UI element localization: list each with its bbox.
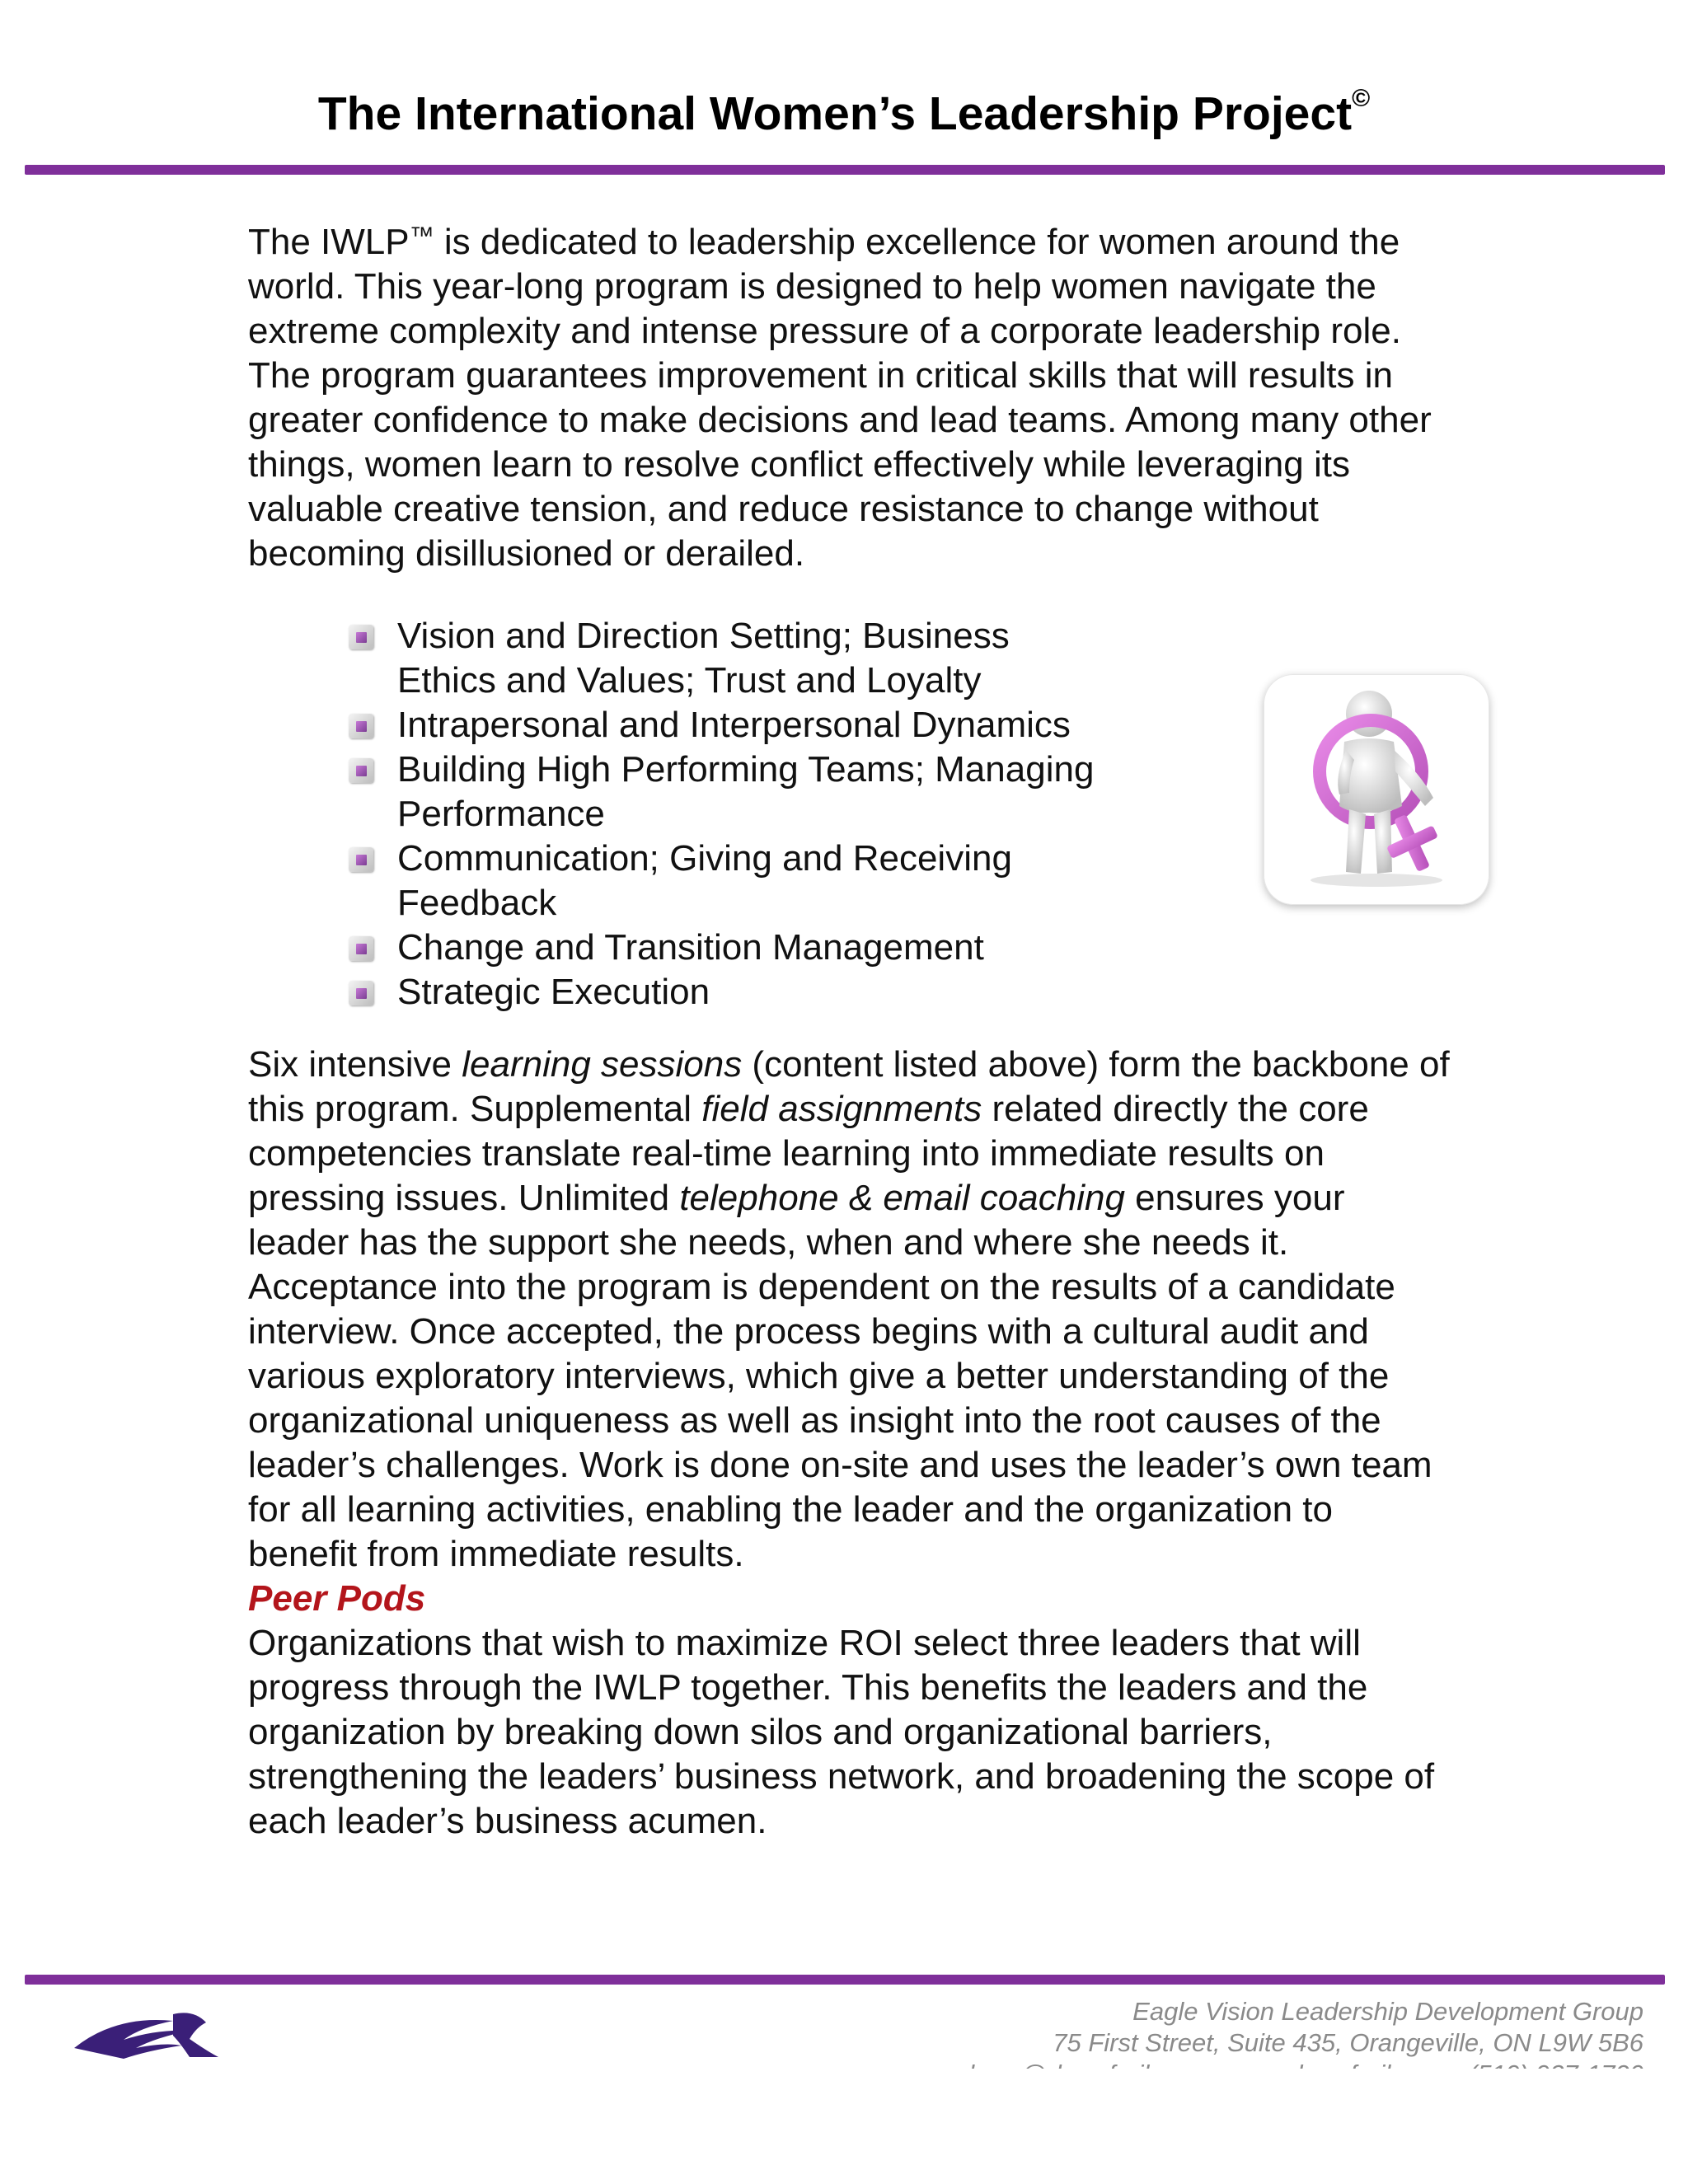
copyright-mark: ©	[1352, 85, 1371, 112]
sessions-emphasis-2: field assignments	[701, 1089, 982, 1129]
sessions-text-1: Six intensive	[248, 1044, 462, 1085]
sessions-text-2: (content listed above) form the backbone of this program. Supplemental	[248, 1044, 1450, 1129]
woman-symbol-figure	[1264, 674, 1489, 905]
list-item-text: Vision and Direction Setting; Business Ethics and Values; Trust and Loyalty	[397, 616, 1010, 701]
sessions-text-4: ensures your leader has the support she needs, when and where she needs it.	[248, 1178, 1345, 1263]
peer-pods-heading: Peer Pods	[248, 1578, 426, 1619]
footer-organization: Eagle Vision Leadership Development Group	[1132, 1997, 1643, 2026]
eagle-logo-icon	[49, 2003, 231, 2069]
sessions-emphasis-1: learning sessions	[462, 1044, 743, 1085]
list-item	[347, 837, 1105, 926]
list-item	[347, 926, 1105, 970]
square-bullet-icon	[349, 981, 373, 1005]
square-bullet-icon	[349, 625, 373, 649]
list-item-text: Strategic Execution	[397, 972, 710, 1012]
list-item	[347, 614, 1105, 703]
square-bullet-icon	[349, 714, 373, 738]
female-figure-icon	[1264, 674, 1489, 905]
page-title-text: The International Women’s Leadership Project	[317, 87, 1353, 140]
acceptance-paragraph: Acceptance into the program is dependent on the results of a candidate interview. Once accepted, the process begins with a cultural audit and various exploratory interviews, which give a better understanding of the organizational uniqueness as well as insight into the root causes of the leader’s challenges. Work is done on-site and uses the leader’s own team for all learning activities, enabling the leader and the organization to benefit from immediate results.	[248, 1267, 1432, 1574]
square-bullet-icon	[349, 847, 373, 872]
intro-text: is dedicated to leadership excellence for women around the world. This year-long program is designed to help women navigate the extreme complexity and intense pressure of a corporate leadership role. The program guarantees improvement in critical skills that will results in greater confidence to make decisions and lead teams. Among many other things, women learn to resolve conflict effectively while leveraging its valuable creative tension, and reduce resistance to change without becoming disillusioned or derailed.	[248, 222, 1432, 574]
footer-address: 75 First Street, Suite 435, Orangeville, ON L9W 5B6	[1053, 2028, 1643, 2057]
list-item-text: Intrapersonal and Interpersonal Dynamics	[397, 705, 1071, 745]
header-divider	[25, 165, 1665, 175]
topic-list	[248, 614, 1105, 1015]
sessions-text-3: related directly the core competencies translate real-time learning into immediate results on pressing issues. Unlimited	[248, 1089, 1369, 1218]
eagle-vision-logo	[49, 2003, 280, 2077]
list-item	[347, 748, 1105, 837]
square-bullet-icon	[349, 758, 373, 783]
list-item-text: Change and Transition Management	[397, 927, 984, 968]
list-item	[347, 970, 1105, 1015]
page-title	[0, 81, 1688, 147]
peer-pods-paragraph: Organizations that wish to maximize ROI select three leaders that will progress through the IWLP together. This benefits the leaders and the organization by breaking down silos and organizational barriers, strengthening the leaders’ business network, and broadening the scope of each leader’s business acumen.	[248, 1623, 1435, 1841]
sessions-paragraph	[248, 1043, 1451, 1265]
footer-divider	[25, 1975, 1665, 1985]
trademark-mark: ™	[409, 223, 434, 250]
intro-paragraph	[248, 214, 1451, 576]
list-item-text: Communication; Giving and Receiving Feedback	[397, 838, 1012, 923]
page-bottom-blank	[0, 2069, 1688, 2184]
intro-prefix: The IWLP	[248, 222, 410, 262]
list-item-text: Building High Performing Teams; Managing Performance	[397, 749, 1095, 834]
list-item	[347, 703, 1105, 748]
square-bullet-icon	[349, 936, 373, 961]
main-content	[248, 214, 1451, 1844]
footer-contact-block	[902, 1996, 1643, 2079]
sessions-emphasis-3: telephone & email coaching	[679, 1178, 1125, 1218]
